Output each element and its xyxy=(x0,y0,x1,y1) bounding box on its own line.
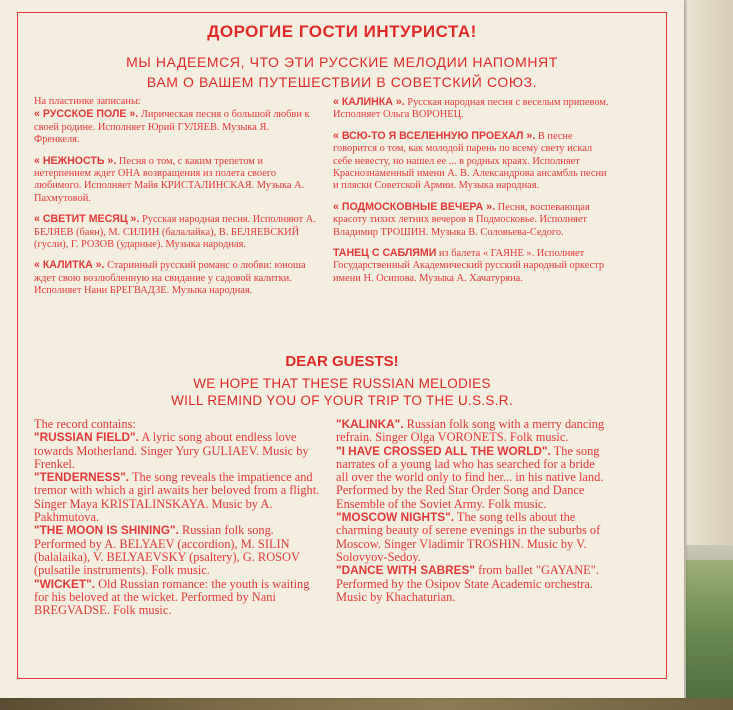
english-track-desc: The song reveals the impatience and tremor with which a girl awaits her beloved from a flight. Singer Maya KRISTALINSKAYA. Music by A. Pakhmutova. xyxy=(34,470,320,525)
russian-track-2 xyxy=(34,155,316,206)
russian-subtitle xyxy=(60,52,624,92)
russian-track-name: « НЕЖНОСТЬ ». xyxy=(34,154,117,167)
russian-track-name: « РУССКОЕ ПОЛЕ ». xyxy=(34,108,139,121)
english-track-name: "KALINKA". xyxy=(336,417,404,431)
english-track-name: "DANCE WITH SABRES" xyxy=(336,563,475,578)
russian-track-5 xyxy=(333,96,609,122)
english-left-column xyxy=(34,418,324,617)
russian-subtitle-line2: ВАМ О ВАШЕМ ПУТЕШЕСТВИИ В СОВЕТСКИЙ СОЮЗ. xyxy=(146,74,538,90)
russian-track-1 xyxy=(34,108,316,146)
english-track-name: "THE MOON IS SHINING". xyxy=(34,523,179,538)
russian-track-4 xyxy=(34,259,316,297)
background-photo xyxy=(686,560,733,710)
english-track-desc: The song tells about the charming beauty of serene evenings in the suburbs of Moscow. Singer Vladimir TROSHIN. Music by V. Solovyov-Sedoy. xyxy=(336,510,601,564)
russian-track-3 xyxy=(34,213,316,251)
english-track-7 xyxy=(336,511,608,564)
russian-track-desc: Русская народная песня с веселым припевом. Исполняет Ольга ВОРОНЕЦ. xyxy=(333,97,609,121)
english-track-4 xyxy=(34,578,324,618)
english-track-name: "I HAVE CROSSED ALL THE WORLD". xyxy=(336,443,551,458)
english-track-6 xyxy=(336,445,608,511)
russian-intro: На пластинке записаны: xyxy=(34,96,141,107)
table-surface xyxy=(0,698,733,710)
russian-title: ДОРОГИЕ ГОСТИ ИНТУРИСТА! xyxy=(207,22,477,41)
russian-track-name: « ПОДМОСКОВНЫЕ ВЕЧЕРА ». xyxy=(333,200,495,213)
english-track-8 xyxy=(336,564,608,604)
russian-track-name: « КАЛИТКА ». xyxy=(34,259,105,272)
russian-track-desc: В песне говорится о том, как молодой парень по всему свету искал себе невесту, но нашел ее ... в родных краях. Исполняет Краснознаменный имени А. В. Александрова ансамбль песни и пляски Советской Армии. Музыка народная. xyxy=(333,130,607,192)
russian-track-7 xyxy=(333,201,609,239)
english-subtitle-line1: WE HOPE THAT THESE RUSSIAN MELODIES xyxy=(193,376,491,391)
english-title: DEAR GUESTS! xyxy=(285,353,399,370)
russian-right-column xyxy=(333,96,609,293)
english-track-2 xyxy=(34,471,324,524)
russian-track-desc: Старинный русский романс о любви: юноша ждет свою возлюбленную на свидание у садовой калитки. Исполняет Нани БРЕГВАДЗЕ. Музыка народная. xyxy=(34,260,306,297)
russian-left-column xyxy=(34,96,316,306)
english-track-desc: A lyric song about endless love towards Motherland. Singer Yury GULIAEV. Music by Frenkel. xyxy=(34,430,309,471)
russian-track-name: « КАЛИНКА ». xyxy=(333,96,405,108)
english-track-desc: Old Russian romance: the youth is waiting for his beloved at the wicket. Performed by Nani BREGVADSE. Folk music. xyxy=(34,576,310,618)
russian-track-6 xyxy=(333,130,609,193)
english-subtitle xyxy=(60,375,624,409)
english-right-column xyxy=(336,418,608,604)
english-track-1 xyxy=(34,431,324,471)
russian-track-desc: Песня, воспевающая красоту тихих летних вечеров в Подмосковье. Исполняет Владимир ТРОШИН. Музыка В. Соловьева-Седого. xyxy=(333,201,590,238)
russian-track-desc: Песня о том, с каким трепетом и нетерпением ждет ОНА возвращения из полета своего любимого. Исполняет Майя КРИСТАЛИНСКАЯ. Музыка А. Пахмутовой. xyxy=(34,155,305,204)
russian-track-name: ТАНЕЦ С САБЛЯМИ xyxy=(333,247,437,260)
english-track-desc: The song narrates of a young lad who has searched for a bride all over the world only to find her... in his native land. Performed by the Red Star Order Song and Dance Ensemble of the Soviet Army. Folk music. xyxy=(336,443,604,511)
english-subtitle-line2: WILL REMIND YOU OF YOUR TRIP TO THE U.S.S.R. xyxy=(171,393,513,408)
english-track-3 xyxy=(34,524,324,577)
english-track-name: "RUSSIAN FIELD". xyxy=(34,430,139,445)
russian-track-8 xyxy=(333,247,609,285)
russian-track-desc: Лирическая песня о большой любви к своей родине. Исполняет Юрий ГУЛЯЕВ. Музыка Я. Френкеля. xyxy=(34,109,310,146)
english-track-5 xyxy=(336,418,608,445)
english-track-desc: Russian folk song. Performed by A. BELYAEV (accordion), M. SILIN (balalaika), V. BELYAEVSKY (psaltery), G. ROSOV (pulsatile instruments). Folk music. xyxy=(34,523,300,578)
english-track-name: "MOSCOW NIGHTS". xyxy=(336,510,455,525)
english-track-desc: Russian folk song with a merry dancing refrain. Singer Olga VORONETS. Folk music. xyxy=(336,417,605,445)
english-track-name: "TENDERNESS". xyxy=(34,470,130,485)
russian-track-name: « ВСЮ-ТО Я ВСЕЛЕННУЮ ПРОЕХАЛ ». xyxy=(333,129,536,142)
russian-track-desc: Русская народная песня. Исполняют А. БЕЛЯЕВ (баян), М. СИЛИН (балалайка), В. БЕЛЯЕВСКИЙ (гусли), Г. РОЗОВ (ударные). Музыка народная. xyxy=(34,214,316,251)
english-track-name: "WICKET". xyxy=(34,576,95,591)
russian-track-name: « СВЕТИТ МЕСЯЦ ». xyxy=(34,213,140,226)
english-intro: The record contains: xyxy=(34,417,136,431)
russian-track-desc: из балета « ГАЯНЕ ». Исполняет Государственный Академический русский народный оркестр имени Н. Осипова. Музыка А. Хачатуряна. xyxy=(333,248,605,284)
russian-subtitle-line1: МЫ НАДЕЕМСЯ, ЧТО ЭТИ РУССКИЕ МЕЛОДИИ НАПОМНЯТ xyxy=(126,54,558,70)
english-track-desc: from ballet "GAYANE". Performed by the Osipov State Academic orchestra. Music by Khachaturian. xyxy=(336,563,599,604)
